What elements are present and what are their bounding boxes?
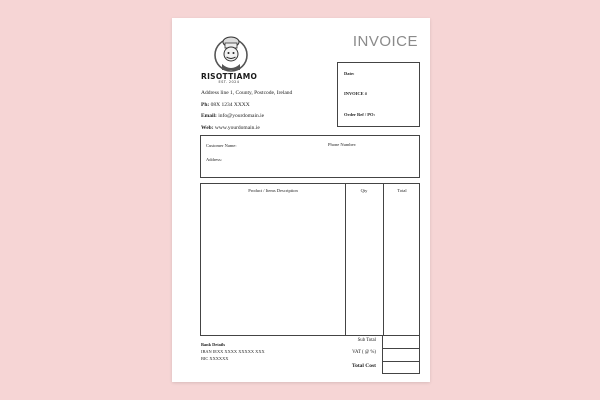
brand-name: RISOTTIAMO: [201, 72, 258, 81]
bank-details-title: Bank Details: [201, 342, 226, 347]
order-ref-label: Order Ref / PO:: [344, 112, 376, 117]
totals-cells: [382, 335, 420, 374]
company-address: Address line 1, County, Postcode, Ireland: [201, 90, 293, 96]
vat-label: VAT ( @ %): [352, 350, 376, 355]
web-value: www.yourdomain.ie: [214, 124, 260, 131]
bank-bic: BIC XXXXXX: [201, 356, 229, 362]
column-divider: [345, 184, 346, 335]
vat-cell: [383, 361, 419, 362]
total-cost-label: Total Cost: [351, 363, 376, 369]
bank-iban: IBAN IEXX XXXX XXXXX XXX: [201, 349, 265, 355]
subtotal-label: Sub Total: [357, 338, 376, 343]
subtotal-cell: [383, 348, 419, 349]
phone-label: Ph:: [201, 101, 210, 108]
phone-value: 08X 1234 XXXX: [210, 101, 250, 108]
column-header-qty: Qty: [360, 188, 368, 193]
invoice-title: INVOICE: [352, 33, 418, 50]
company-email-row: [201, 111, 292, 123]
email-value: info@yourdomain.ie: [218, 113, 265, 119]
company-phone-row: [201, 100, 292, 112]
date-label: Date:: [344, 71, 355, 76]
invoice-number-label: INVOICE #: [344, 91, 368, 96]
bank-details: [201, 341, 265, 363]
column-header-description: Product / Items Description: [248, 188, 298, 193]
column-header-total: Total: [397, 188, 407, 193]
customer-address-label: Address:: [206, 157, 222, 162]
items-table: [200, 183, 420, 336]
column-divider: [383, 184, 384, 335]
email-label: Email:: [201, 113, 217, 119]
company-web-row: [201, 123, 292, 135]
company-info: [201, 88, 292, 134]
brand-established: EST. 2024: [218, 80, 240, 84]
customer-name-label: Customer Name:: [206, 143, 237, 148]
customer-box: [200, 135, 420, 178]
invoice-meta-box: [337, 62, 420, 127]
customer-phone-label: Phone Number:: [328, 142, 357, 147]
web-label: Web:: [201, 124, 214, 131]
